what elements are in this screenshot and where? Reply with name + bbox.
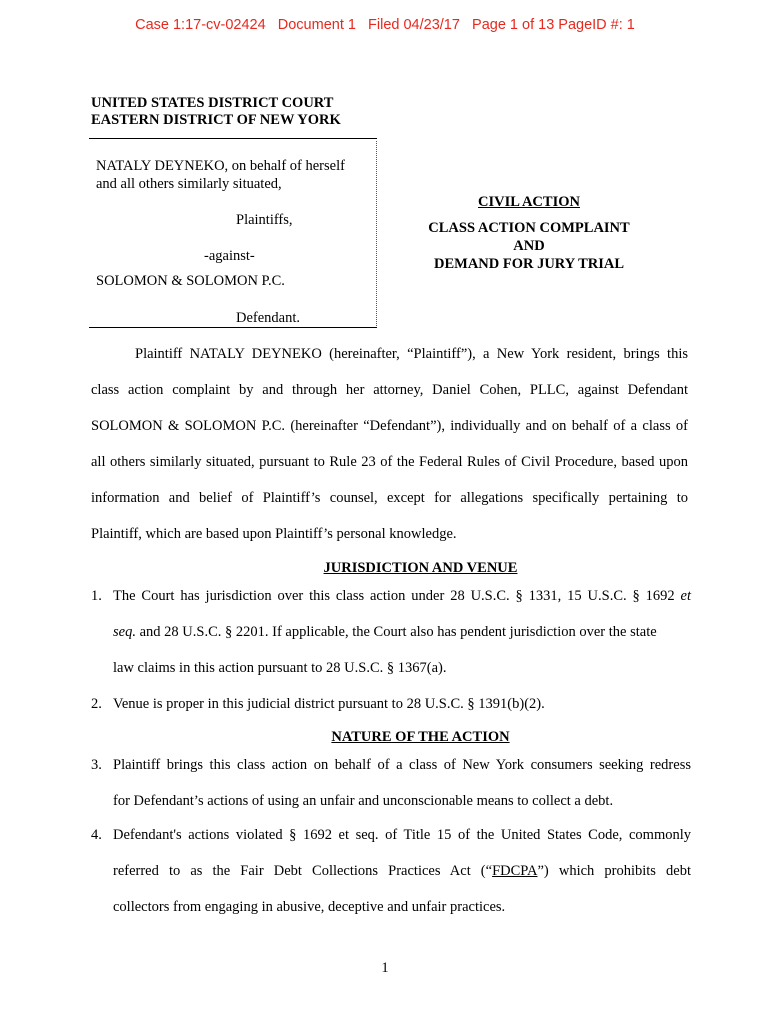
paragraph-line: referred to as the Fair Debt Collections Practices Act (“FDCPA”) which prohibits debt [113,863,691,879]
heading-jurisdiction-venue: JURISDICTION AND VENUE [323,560,518,576]
paragraph-line: for Defendant’s actions of using an unfair and unconscionable means to collect a debt. [113,793,614,809]
intro-line: Plaintiff, which are based upon Plaintiff’s personal knowledge. [91,526,457,542]
paragraph-number: 3. [91,757,102,773]
complaint-and: AND [513,238,545,254]
paragraph-number: 4. [91,827,102,843]
paragraph-line: seq. and 28 U.S.C. § 2201. If applicable, the Court also has pendent jurisdiction over the state [113,624,657,640]
fdcpa-abbreviation: FDCPA [492,863,538,879]
page-number: 1 [381,960,389,976]
caption-plaintiff-line2: and all others similarly situated, [96,176,282,192]
caption-defendant-name: SOLOMON & SOLOMON P.C. [96,273,285,289]
caption-against: -against- [204,248,255,264]
civil-action-title: CIVIL ACTION [478,194,580,210]
heading-nature-of-action: NATURE OF THE ACTION [331,729,510,745]
court-name-line1: UNITED STATES DISTRICT COURT [91,95,334,111]
jury-demand-title: DEMAND FOR JURY TRIAL [433,256,624,272]
paragraph-line: collectors from engaging in abusive, deceptive and unfair practices. [113,899,506,915]
paragraph-line: Defendant's actions violated § 1692 et seq. of Title 15 of the United States Code, commonly [113,827,691,843]
paragraph-line: The Court has jurisdiction over this class action under 28 U.S.C. § 1331, 15 U.S.C. § 1692 et [113,588,691,604]
paragraph-number: 1. [91,588,102,604]
caption-defendant-label: Defendant. [236,310,301,326]
court-name [91,95,341,129]
paragraph-1 [91,578,691,686]
intro-paragraph [91,336,688,552]
caption-plaintiffs-label: Plaintiffs, [236,212,293,228]
caption-divider [376,141,377,326]
paragraph-line: Venue is proper in this judicial district pursuant to 28 U.S.C. § 1391(b)(2). [113,696,545,712]
paragraph-line: law claims in this action pursuant to 28 U.S.C. § 1367(a). [113,660,447,676]
intro-line: class action complaint by and through her attorney, Daniel Cohen, PLLC, against Defendant [91,382,688,398]
action-title-block [400,193,658,273]
complaint-title: CLASS ACTION COMPLAINT [428,220,630,236]
paragraph-line: Plaintiff brings this class action on behalf of a class of New York consumers seeking redress [113,757,691,773]
intro-line: SOLOMON & SOLOMON P.C. (hereinafter “Defendant”), individually and on behalf of a class of [91,418,688,434]
intro-line: all others similarly situated, pursuant to Rule 23 of the Federal Rules of Civil Procedure, based upon [91,454,688,470]
paragraph-2 [91,686,691,722]
ecf-filing-header: Case 1:17-cv-02424 Document 1 Filed 04/23/17 Page 1 of 13 PageID #: 1 [135,17,635,33]
paragraph-3 [91,747,691,819]
intro-line: information and belief of Plaintiff’s counsel, except for allegations specifically pertaining to [91,490,688,506]
caption-plaintiff-line1: NATALY DEYNEKO, on behalf of herself [96,158,345,174]
court-name-line2: EASTERN DISTRICT OF NEW YORK [91,112,341,128]
paragraph-4 [91,817,691,925]
paragraph-number: 2. [91,696,102,712]
intro-line: Plaintiff NATALY DEYNEKO (hereinafter, “Plaintiff”), a New York resident, brings this [135,346,688,362]
